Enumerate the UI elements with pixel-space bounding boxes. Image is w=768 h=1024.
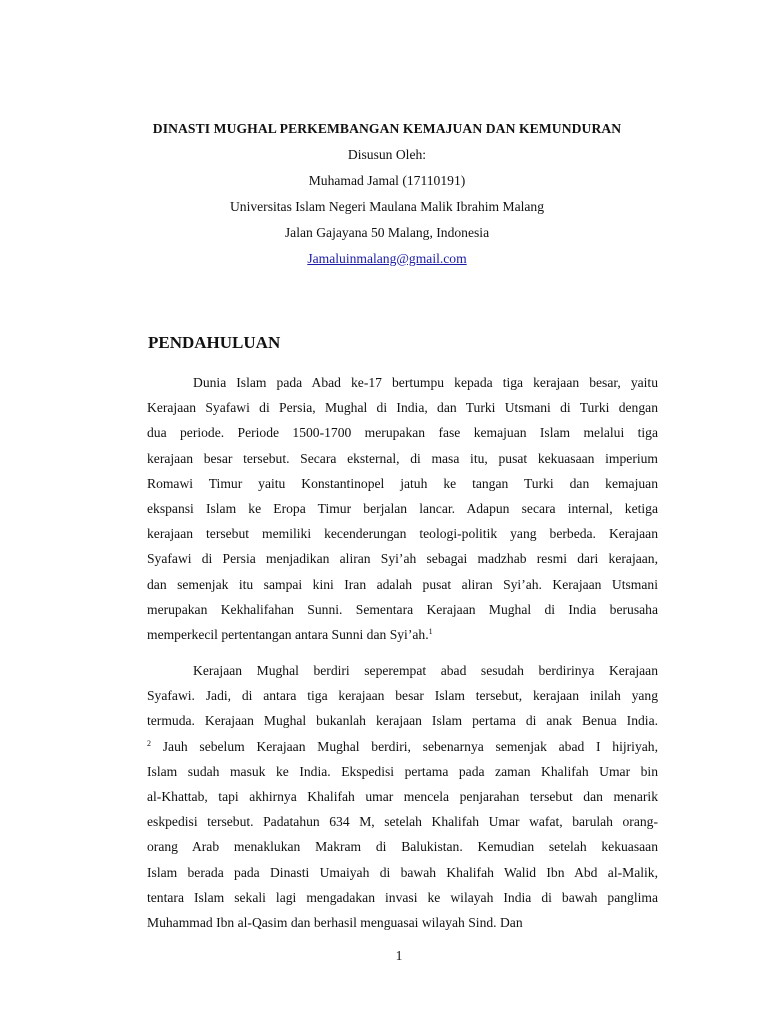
paragraph-line: eskpedisi tersebut. Padatahun 634 M, setelah Khalifah Umar wafat, barulah orang- (147, 814, 658, 830)
paragraph-line: termuda. Kerajaan Mughal bukanlah kerajaan Islam pertama di anak Benua India. (147, 713, 658, 729)
page-number: 1 (395, 948, 403, 963)
paragraph-line: Romawi Timur yaitu Konstantinopel jatuh ke tangan Turki dan kemajuan (147, 475, 658, 491)
paragraph-line: Kerajaan Mughal berdiri seperempat abad sesudah berdirinya Kerajaan (193, 663, 658, 678)
institution-name: Universitas Islam Negeri Maulana Malik Ibrahim Malang (229, 199, 545, 214)
email-link[interactable]: Jamaluinmalang@gmail.com (307, 251, 467, 266)
footnote-ref-2[interactable]: 2 (147, 738, 151, 748)
paragraph-line: Islam berada pada Dinasti Umaiyah di bawah Khalifah Walid Ibn Abd al-Malik, (147, 864, 658, 880)
paragraph-line: Islam sudah masuk ke India. Ekspedisi pertama pada zaman Khalifah Umar bin (147, 763, 658, 779)
paragraph-line: Muhammad Ibn al-Qasim dan berhasil menguasai wilayah Sind. Dan (147, 914, 523, 930)
paragraph-line-last (147, 622, 658, 647)
paragraph-line: Syafawi di Persia menjadikan aliran Syi’ah sebagai madzhab resmi dari kerajaan, (147, 551, 658, 567)
paragraph-2 (147, 658, 658, 935)
document-title: DINASTI MUGHAL PERKEMBANGAN KEMAJUAN DAN KEMUNDURAN (152, 121, 622, 136)
title-block (0, 116, 768, 272)
paragraph-line-text: Jauh sebelum Kerajaan Mughal berdiri, sebenarnya semenjak abad I hijriyah, (151, 738, 658, 754)
paragraph-line: kerajaan besar tersebut. Secara eksternal, di masa itu, pusat kekuasaan imperium (147, 450, 658, 466)
paragraph-line: kerajaan tersebut memiliki kecenderungan teologi-politik yang berbeda. Kerajaan (147, 526, 658, 542)
compiled-by-label: Disusun Oleh: (347, 147, 427, 162)
paragraph-line: Kerajaan Syafawi di Persia, Mughal di India, dan Turki Utsmani di Turki dengan (147, 400, 658, 416)
paragraph-line: ekspansi Islam ke Eropa Timur berjalan lancar. Adapun secara internal, ketiga (147, 500, 658, 516)
paragraph-line: dan semenjak itu sampai kini Iran adalah pusat aliran Syi’ah. Kerajaan Utsmani (147, 576, 658, 592)
paragraph-line: Dunia Islam pada Abad ke-17 bertumpu kepada tiga kerajaan besar, yaitu (193, 375, 658, 390)
paragraph-line: orang Arab menaklukan Makram di Balukistan. Kemudian setelah kekuasaan (147, 839, 658, 855)
footnote-ref-1[interactable]: 1 (428, 626, 433, 636)
author-name: Muhamad Jamal (17110191) (308, 173, 466, 188)
institution-address: Jalan Gajayana 50 Malang, Indonesia (284, 225, 490, 240)
paragraph-line: Syafawi. Jadi, di antara tiga kerajaan besar Islam tersebut, kerajaan inilah yang (147, 688, 658, 704)
paragraph-line-text: memperkecil pertentangan antara Sunni dan Syi’ah. (147, 626, 429, 642)
paragraph-line-with-footnote (147, 734, 658, 759)
paragraph-line: dua periode. Periode 1500-1700 merupakan fase kemajuan Islam melalui tiga (147, 425, 658, 441)
paragraph-line: tentara Islam sekali lagi mengadakan invasi ke wilayah India di bawah panglima (147, 889, 658, 905)
paragraph-line: al-Khattab, tapi akhirnya Khalifah umar mencela penjarahan tersebut dan menarik (147, 788, 658, 804)
paragraph-1 (147, 370, 658, 647)
paragraph-line: merupakan Kekhalifahan Sunni. Sementara Kerajaan Mughal di India berusaha (147, 601, 658, 617)
section-heading: PENDAHULUAN (148, 333, 281, 352)
